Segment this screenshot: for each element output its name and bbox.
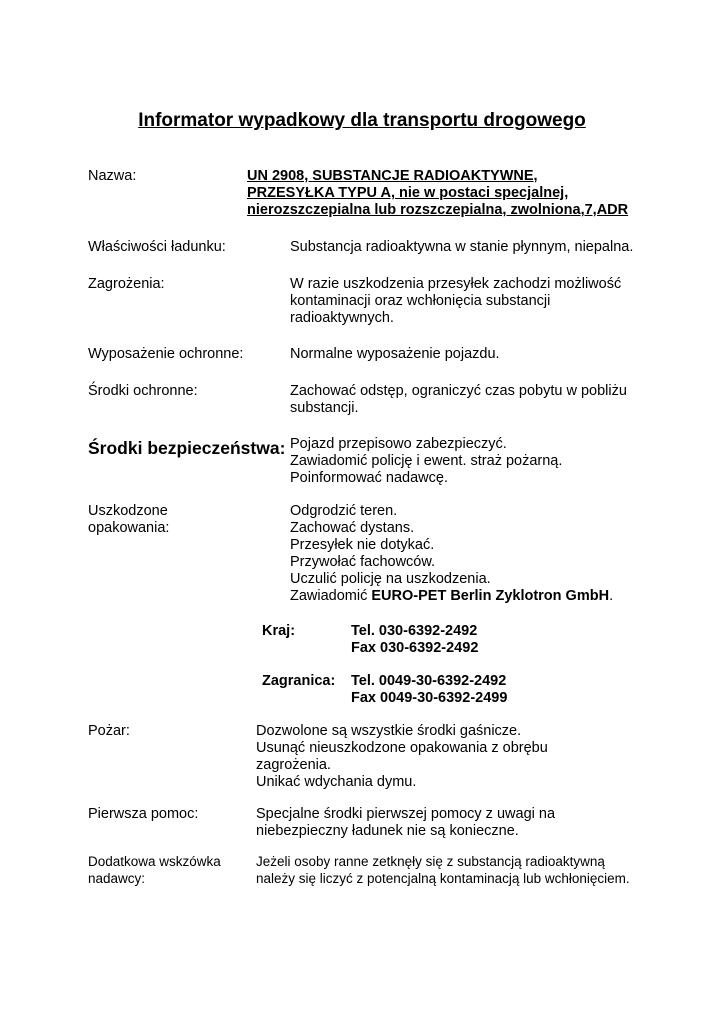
pozar-line: Dozwolone są wszystkie środki gaśnicze. [256, 723, 522, 739]
notify-company: EURO-PET Berlin Zyklotron GmbH [371, 588, 610, 604]
srodki-bezpieczenstwa-value [290, 436, 562, 487]
pierwsza-pomoc-line: Specjalne środki pierwszej pomocy z uwagi na [256, 806, 556, 822]
uszkodzone-line: Odgrodzić teren. [290, 503, 398, 519]
wlasciwosci-line: Substancja radioaktywna w stanie płynnym, niepalna. [290, 239, 634, 255]
pozar-line: Usunąć nieuszkodzone opakowania z obrębu [256, 740, 548, 756]
zagranica-fax: Fax 0049-30-6392-2499 [351, 690, 508, 706]
uszkodzone-label [88, 503, 169, 537]
srodki-ochronne-line: substancji. [290, 400, 359, 416]
pozar-value [256, 723, 548, 791]
dodatkowa-line: Jeżeli osoby ranne zetknęły się z substancją radioaktywną [256, 854, 605, 869]
nazwa-line: PRZESYŁKA TYPU A, nie w postaci specjalnej, [247, 185, 569, 201]
nazwa-line: nierozszczepialna lub rozszczepialna, zwolniona,7,ADR [247, 202, 629, 218]
dodatkowa-label [88, 853, 221, 887]
pierwsza-pomoc-label: Pierwsza pomoc: [88, 806, 199, 822]
uszkodzone-line: Uczulić policję na uszkodzenia. [290, 571, 491, 587]
kraj-tel: Tel. 030-6392-2492 [351, 623, 478, 639]
srodki-bezpieczenstwa-line: Poinformować nadawcę. [290, 470, 448, 486]
notify-suffix: . [609, 588, 614, 604]
pierwsza-pomoc-value [256, 806, 555, 840]
kraj-fax: Fax 030-6392-2492 [351, 640, 479, 656]
wyposazenie-value [290, 346, 500, 363]
dodatkowa-label-line: nadawcy: [88, 871, 146, 886]
pozar-line: Unikać wdychania dymu. [256, 774, 417, 790]
zagrozenia-line: radioaktywnych. [290, 310, 394, 326]
wlasciwosci-value [290, 239, 633, 256]
dodatkowa-label-line: Dodatkowa wskzówka [88, 854, 221, 869]
zagrozenia-label: Zagrożenia: [88, 276, 165, 292]
dodatkowa-line: należy się liczyć z potencjalną kontaminacją lub wchłonięciem. [256, 871, 630, 886]
srodki-bezpieczenstwa-label: Środki bezpieczeństwa: [88, 438, 286, 458]
uszkodzone-label-line: opakowania: [88, 520, 170, 536]
page-title: Informator wypadkowy dla transportu drogowego [138, 110, 586, 131]
pozar-line: zagrożenia. [256, 757, 331, 773]
uszkodzone-notify-line [290, 588, 613, 605]
kraj-numbers [351, 623, 478, 657]
srodki-ochronne-label: Środki ochronne: [88, 383, 198, 399]
notify-prefix: Zawiadomić [290, 588, 372, 604]
pierwsza-pomoc-line: niebezpieczny ładunek nie są konieczne. [256, 823, 519, 839]
wyposazenie-line: Normalne wyposażenie pojazdu. [290, 346, 500, 362]
wyposazenie-label: Wyposażenie ochronne: [88, 346, 244, 362]
srodki-bezpieczenstwa-line: Zawiadomić policję i ewent. straż pożarną. [290, 453, 563, 469]
nazwa-label: Nazwa: [88, 168, 137, 184]
srodki-ochronne-value [290, 383, 627, 417]
pozar-label: Pożar: [88, 723, 130, 739]
srodki-ochronne-line: Zachować odstęp, ograniczyć czas pobytu w pobliżu [290, 383, 627, 399]
zagrozenia-line: W razie uszkodzenia przesyłek zachodzi możliwość [290, 276, 622, 292]
zagrozenia-value [290, 276, 621, 327]
uszkodzone-line: Przesyłek nie dotykać. [290, 537, 435, 553]
zagrozenia-line: kontaminacji oraz wchłonięcia substancji [290, 293, 551, 309]
zagranica-numbers [351, 673, 507, 707]
srodki-bezpieczenstwa-line: Pojazd przepisowo zabezpieczyć. [290, 436, 507, 452]
zagranica-label: Zagranica: [262, 673, 336, 689]
wlasciwosci-label: Właściwości ładunku: [88, 239, 226, 255]
dodatkowa-value [256, 853, 630, 887]
zagranica-tel: Tel. 0049-30-6392-2492 [351, 673, 507, 689]
nazwa-line: UN 2908, SUBSTANCJE RADIOAKTYWNE, [247, 168, 538, 184]
uszkodzone-value [290, 503, 613, 605]
uszkodzone-line: Przywołać fachowców. [290, 554, 436, 570]
uszkodzone-label-line: Uszkodzone [88, 503, 168, 519]
nazwa-value [247, 168, 628, 219]
uszkodzone-line: Zachować dystans. [290, 520, 415, 536]
kraj-label: Kraj: [262, 623, 296, 639]
